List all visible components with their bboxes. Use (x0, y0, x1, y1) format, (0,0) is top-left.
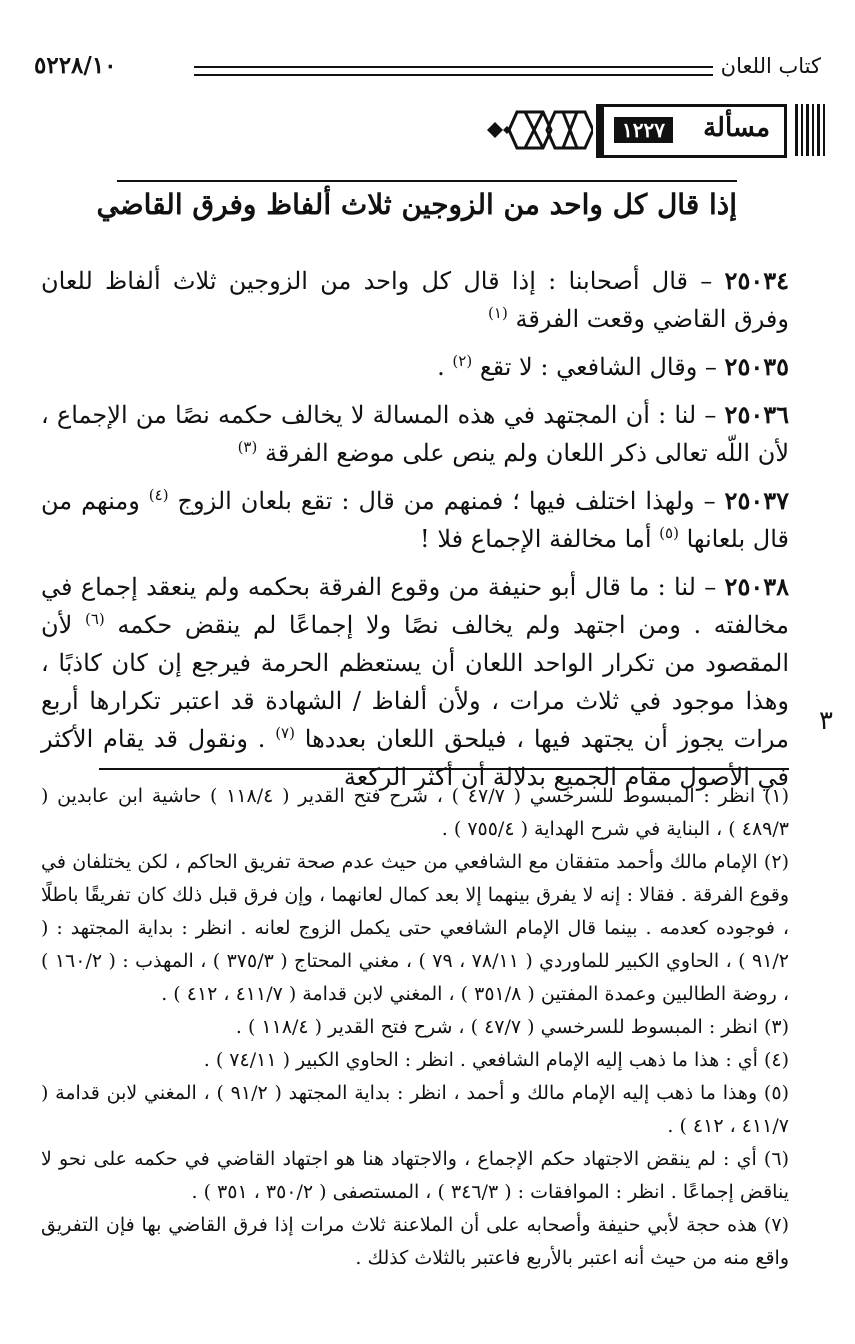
footnote-ref: (٧) (275, 724, 295, 742)
running-header (34, 52, 821, 86)
masala-box (596, 104, 787, 158)
footnote-ref: (١) (488, 304, 508, 322)
masala-label: مسألة (703, 113, 770, 143)
paragraph-text-tail: لأن المقصود من تكرار الواحد اللعان أن يستعظم الحرمة فيرجع إن كان كاذبًا ، وهذا موجود في ثلاث مرات ، ولأن ألفاظ / الشهادة قد اعتبر تكرارها أربع مرات يجوز أن يجتهد فيها ، فيلحق اللعان بعددها (41, 611, 789, 753)
paragraph-text: – ولهذا اختلف فيها ؛ فمنهم من قال : تقع بلعان الزوج (168, 487, 725, 515)
paragraph-text-tail: أما مخالفة الإجماع فلا ! (420, 525, 660, 553)
main-text (41, 262, 789, 806)
paragraph-number: ٢٥٠٣٧ (724, 486, 789, 515)
paragraph-number: ٢٥٠٣٥ (724, 352, 789, 381)
banner-bars-icon (795, 104, 825, 156)
book-title: كتاب اللعان (720, 54, 821, 78)
ornament-icon (485, 108, 593, 152)
footnote-7: (٧) هذه حجة لأبي حنيفة وأصحابه على أن الملاعنة ثلاث مرات إذا فرق القاضي بها فإن التفريق واقع منه من حيث أنه اعتبر بالأربع فاعتبر بالثلاث كذلك . (41, 1214, 789, 1269)
paragraph-25035 (41, 348, 789, 386)
footnote-4: (٤) أي : هذا ما ذهب إليه الإمام الشافعي . انظر : الحاوي الكبير ( ٧٤/١١ ) . (203, 1049, 789, 1071)
footnotes (41, 780, 789, 1275)
paragraph-number: ٢٥٠٣٤ (724, 266, 789, 295)
footnote-ref: (٣) (237, 438, 258, 456)
footnote-1: (١) انظر : المبسوط للسرخسي ( ٤٧/٧ ) ، شرح فتح القدير ( ١١٨/٤ ) حاشية ابن عابدين ( ٤٨٩/٣ ) ، البناية في شرح الهداية ( ٧٥٥/٤ ) . (41, 785, 789, 840)
footnote-5: (٥) وهذا ما ذهب إليه الإمام مالك و أحمد ، انظر : بداية المجتهد ( ٩١/٢ ) ، المغني لابن قدامة ( ٤١١/٧ ، ٤١٢ ) . (41, 1082, 789, 1137)
footnote-ref: (٥) (659, 524, 679, 542)
page-number: ٥٢٢٨/١٠ (34, 52, 117, 79)
paragraph-text: – لنا : ما قال أبو حنيفة من وقوع الفرقة بحكمه ولم ينعقد إجماع في مخالفته . ومن اجتهد ولم يخالف نصًا ولا إجماعًا لم ينقض حكمه (41, 573, 789, 639)
paragraph-text: – قال أصحابنا : إذا قال كل واحد من الزوجين ثلاث ألفاظ للعان وفرق القاضي وقعت الفرقة (41, 267, 789, 333)
footnote-2: (٢) الإمام مالك وأحمد متفقان مع الشافعي من حيث عدم صحة تفريق الحاكم ، لكن يختلفان في وقوع الفرقة . فقالا : إنه لا يفرق بينهما إلا بعد كمال لعانهما ، وإن فرق قبل ذلك كان تفريقًا باطلًا ، فوجوده كعدمه . بينما قال الإمام الشافعي حتى يكمل الزوج لعانه . انظر : بداية المجتهد : ( ٩١/٢ ) ، الحاوي الكبير للماوردي ( ٧٨/١١ ، ٧٩ ) ، مغني المحتاج ( ٣٧٥/٣ ) ، المهذب : ( ١٦٠/٢ ) ، روضة الطالبين وعمدة المفتين ( ٣٥١/٨ ) ، المغني لابن قدامة ( ٤١١/٧ ، ٤١٢ ) . (41, 851, 790, 1005)
paragraph-text-tail: ومنهم من قال بلعانها (41, 487, 789, 553)
paragraph-25036 (41, 396, 789, 472)
paragraph-text: – وقال الشافعي : لا تقع (472, 353, 725, 381)
paragraph-25038 (41, 568, 789, 796)
paragraph-number: ٢٥٠٣٦ (724, 400, 789, 429)
paragraph-text-tail: . (437, 353, 453, 381)
footnote-3: (٣) انظر : المبسوط للسرخسي ( ٤٧/٧ ) ، شرح فتح القدير ( ١١٨/٤ ) . (235, 1016, 789, 1038)
header-rule (194, 66, 713, 76)
paragraph-number: ٢٥٠٣٨ (724, 572, 789, 601)
paragraph-text-tail: . ونقول قد يقام الأكثر في الأصول مقام الجميع بدلالة أن أكثر الركعة (41, 725, 789, 791)
paragraph-text: – لنا : أن المجتهد في هذه المسالة لا يخالف حكمه نصًا من الإجماع ، لأن اللّه تعالى ذكر اللعان ولم ينص على موضع الفرقة (41, 401, 789, 467)
footnote-6: (٦) أي : لم ينقض الاجتهاد حكم الإجماع ، والاجتهاد هنا هو اجتهاد القاضي في حكمه على نحو لا يناقض إجماعًا . انظر : الموافقات : ( ٣٤٦/٣ ) ، المستصفى ( ٣٥٠/٢ ، ٣٥١ ) . (41, 1148, 789, 1203)
footnote-ref: (٢) (452, 352, 473, 370)
issue-title: إذا قال كل واحد من الزوجين ثلاث ألفاظ وفرق القاضي (96, 188, 737, 221)
manuscript-folio-mark: ٣ (819, 706, 833, 736)
title-rule (117, 180, 737, 182)
footnote-rule (99, 768, 789, 770)
issue-title-block (96, 180, 737, 221)
masala-number: ١٢٢٧ (614, 117, 673, 143)
paragraph-25034 (41, 262, 789, 338)
footnote-ref: (٦) (84, 610, 105, 628)
masala-banner (485, 104, 825, 156)
footnote-ref: (٤) (148, 486, 169, 504)
paragraph-25037 (41, 482, 789, 558)
